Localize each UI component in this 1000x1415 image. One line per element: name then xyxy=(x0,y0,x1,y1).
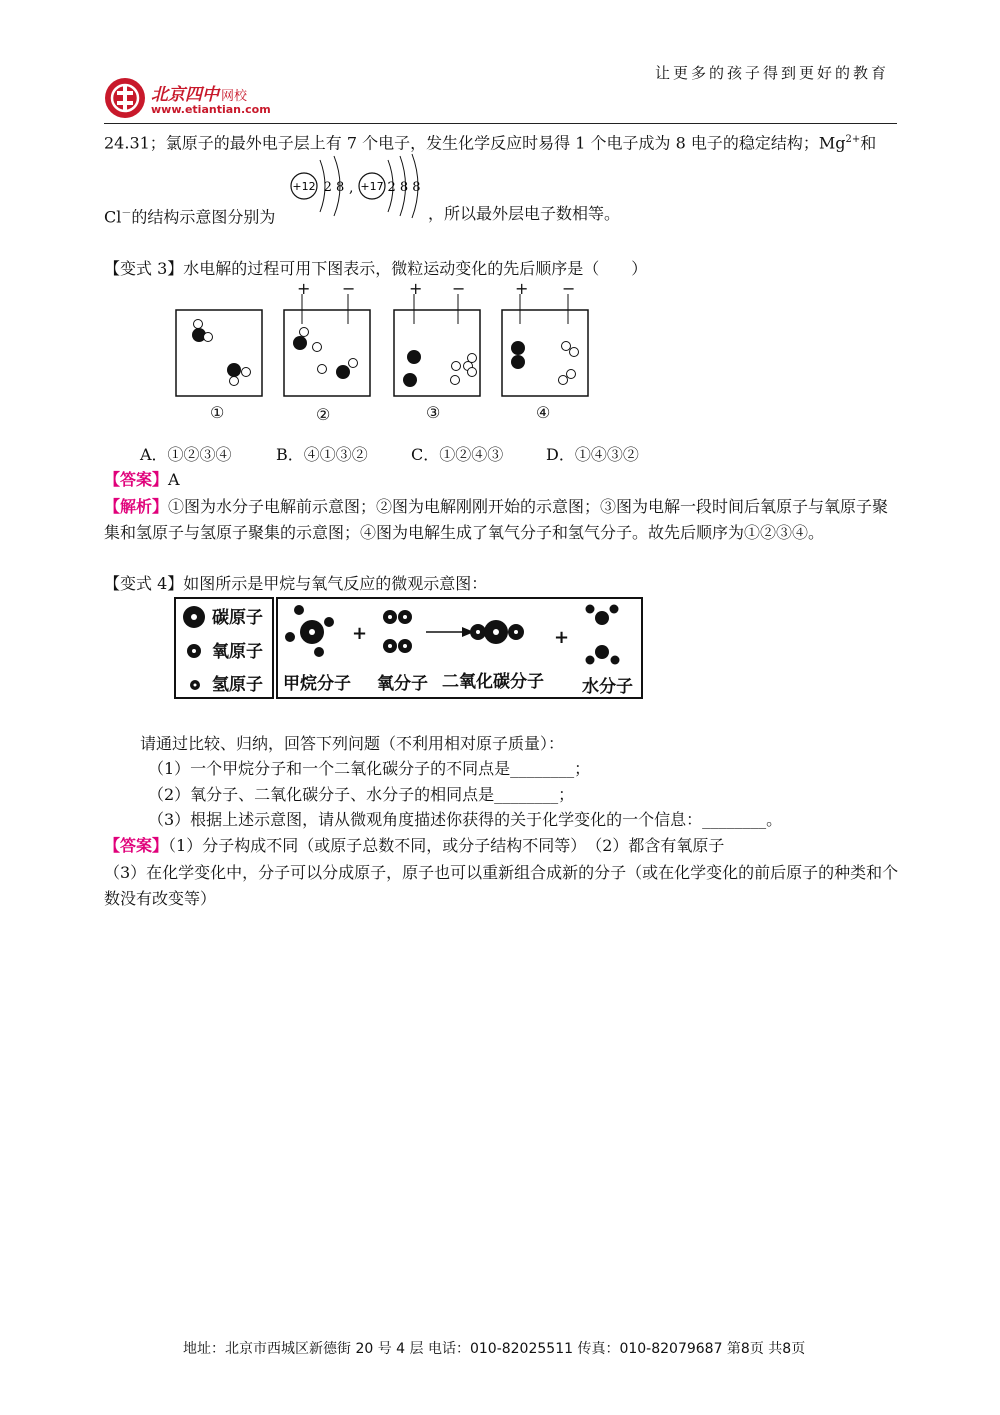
svg-text:2 8 8: 2 8 8 xyxy=(387,180,421,195)
panel-4 xyxy=(502,280,588,396)
prev-answer-line2-start: Cl－的结构示意图分别为 xyxy=(104,207,276,227)
svg-text:+: + xyxy=(297,280,311,298)
cl-ion-structure xyxy=(359,154,421,218)
carbon-dioxide-molecule xyxy=(470,620,524,644)
svg-text:2 8: 2 8 xyxy=(323,180,345,195)
q3-option-b: B．④①③② xyxy=(276,445,368,464)
q4-answer: 【答案】（1）分子构成不同（或原子总数不同，或分子结构不同等） （2）都含有氧原子 xyxy=(104,836,725,855)
legend-oxygen-atom xyxy=(187,641,263,662)
water-molecules xyxy=(586,605,620,665)
panel-label-3: ③ xyxy=(426,403,441,422)
svg-text:,: , xyxy=(349,180,354,196)
methane-reaction-diagram xyxy=(174,596,644,700)
logo-emblem-icon xyxy=(103,76,147,120)
svg-text:甲烷分子: 甲烷分子 xyxy=(283,674,351,694)
q4-sub3: （3）根据上述示意图，请从微观角度描述你获得的关于化学变化的一个信息：________。 xyxy=(148,810,783,829)
svg-text:−: − xyxy=(562,280,576,298)
svg-text:氧原子: 氧原子 xyxy=(212,642,263,662)
methane-molecule xyxy=(285,605,334,657)
q3-option-a: A．①②③④ xyxy=(140,445,232,464)
svg-text:氧分子: 氧分子 xyxy=(377,674,428,694)
svg-text:+: + xyxy=(515,280,529,298)
q4-intro: 请通过比较、归纳，回答下列问题（不利用相对原子质量）： xyxy=(140,734,565,753)
header-rule xyxy=(104,123,897,124)
atom-structure-diagram xyxy=(284,150,434,222)
q4-sub2: （2）氧分子、二氧化碳分子、水分子的相同点是________； xyxy=(148,785,575,804)
q4-sub1: （1）一个甲烷分子和一个二氧化碳分子的不同点是________； xyxy=(148,759,591,778)
q3-option-d: D．①④③② xyxy=(546,445,639,464)
svg-text:−: − xyxy=(342,280,356,298)
svg-text:氢原子: 氢原子 xyxy=(212,675,263,695)
prev-answer-line2-end: ，所以最外层电子数相等。 xyxy=(428,204,621,223)
q3-stem: 【变式 3】水电解的过程可用下图表示，微粒运动变化的先后顺序是（ ） xyxy=(104,259,648,278)
panel-2 xyxy=(284,280,370,396)
panel-label-2: ② xyxy=(316,405,331,424)
prev-answer-line1: 24.31；氯原子的最外电子层上有 7 个电子，发生化学反应时易得 1 个电子成为 8 电子的稳定结构；$Mg^{2+}$和 xyxy=(104,133,877,153)
legend-carbon-atom xyxy=(183,606,263,628)
svg-text:水分子: 水分子 xyxy=(582,677,633,697)
svg-text:+12: +12 xyxy=(292,180,316,193)
svg-text:+17: +17 xyxy=(360,180,384,193)
panel-3 xyxy=(394,280,480,396)
svg-text:二氧化碳分子: 二氧化碳分子 xyxy=(442,672,544,692)
q3-option-c: C．①②④③ xyxy=(411,445,504,464)
logo-text: 北京四中 网校 xyxy=(151,85,248,105)
panel-label-1: ① xyxy=(210,403,225,422)
footer: 地址：北京市西城区新德街 20 号 4 层 电话：010-82025511 传真：010-82079687 第8页 共8页 xyxy=(183,1341,806,1357)
svg-text:−: − xyxy=(452,280,466,298)
legend-hydrogen-atom xyxy=(190,674,263,695)
panel-label-4: ④ xyxy=(536,403,551,422)
svg-text:+: + xyxy=(352,623,368,644)
q3-analysis: 【解析】①图为水分子电解前示意图；②图为电解刚刚开始的示意图；③图为电解一段时间后氧原子与氧原子聚集和氢原子与氢原子聚集的示意图；④图为电解生成了氧气分子和氢气分子。故先后顺序为①②③④。 xyxy=(104,497,889,542)
oxygen-molecules xyxy=(383,610,412,653)
svg-text:+: + xyxy=(554,627,570,648)
mg-ion-structure xyxy=(291,156,344,216)
q3-answer: 【答案】A xyxy=(104,470,180,489)
electrolysis-diagram xyxy=(170,280,600,400)
q4-stem: 【变式 4】如图所示是甲烷与氧气反应的微观示意图： xyxy=(104,574,488,593)
q4-answer-continued: （3）在化学变化中，分子可以分成原子，原子也可以重新组合成新的分子（或在化学变化的前后原子的种类和个数没有改变等） xyxy=(104,863,899,908)
svg-text:+: + xyxy=(409,280,423,298)
logo-url: www.etiantian.com xyxy=(151,103,271,116)
header-slogan: 让更多的孩子得到更好的教育 xyxy=(655,64,890,82)
svg-text:碳原子: 碳原子 xyxy=(212,608,263,628)
logo[interactable] xyxy=(103,76,283,120)
panel-1 xyxy=(176,310,262,396)
